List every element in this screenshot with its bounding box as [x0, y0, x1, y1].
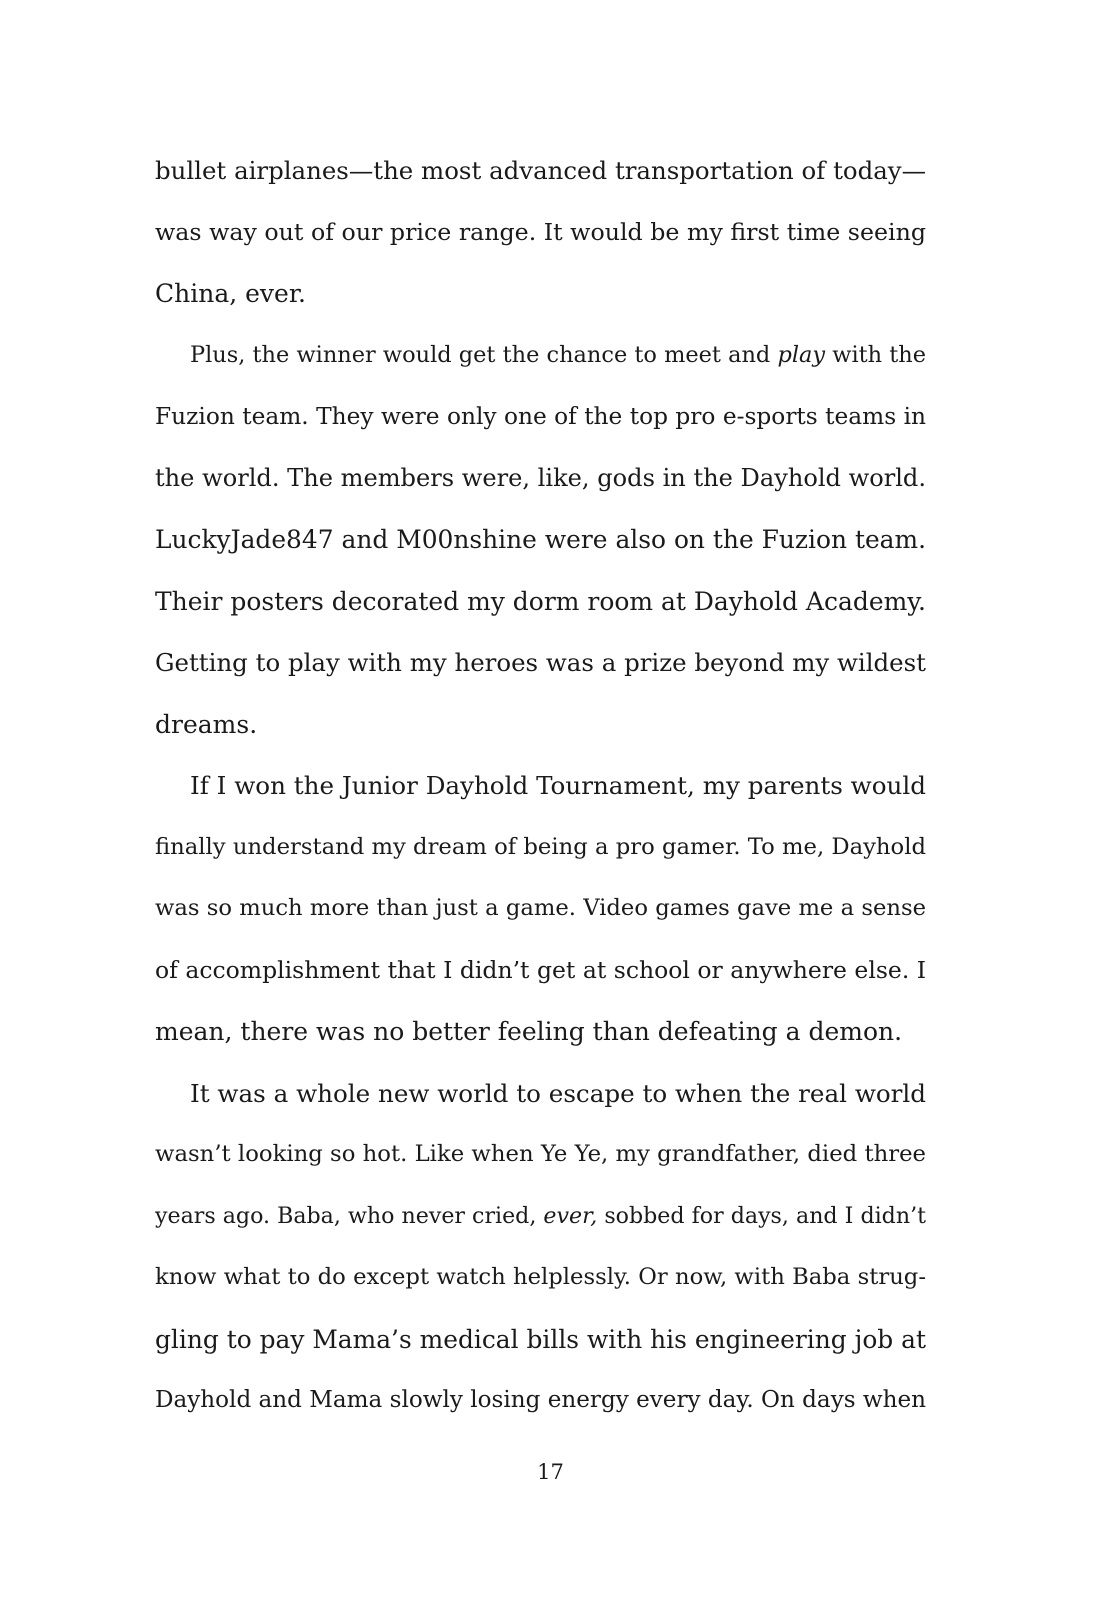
- emphasis: ever,: [543, 1202, 598, 1229]
- text-line: Plus, the winner would get the chance to meet and play with the: [190, 341, 926, 368]
- text-line: Dayhold and Mama slowly losing energy every day. On days when: [155, 1387, 927, 1413]
- text-line: was so much more than just a game. Video games gave me a sense: [155, 895, 926, 921]
- text-line: dreams.: [155, 709, 258, 739]
- text-line: of accomplishment that I didn’t get at school or anywhere else. I: [155, 955, 927, 984]
- body-text: [155, 140, 926, 1432]
- text-line: It was a whole new world to escape to when the real world: [190, 1078, 926, 1108]
- emphasis: play: [777, 341, 826, 368]
- text-line: If I won the Junior Dayhold Tournament, my parents would: [190, 771, 926, 800]
- text-line: bullet airplanes—the most advanced transportation of today—: [155, 156, 926, 185]
- text-line: Their posters decorated my dorm room at Dayhold Academy.: [155, 586, 926, 616]
- text-line: the world. The members were, like, gods in the Dayhold world.: [155, 463, 926, 492]
- text-line: mean, there was no better feeling than defeating a demon.: [155, 1017, 903, 1046]
- page-number: 17: [537, 1460, 564, 1484]
- text-line: know what to do except watch helplessly. Or now, with Baba strug-: [155, 1264, 926, 1290]
- text-line: gling to pay Mama’s medical bills with his engineering job at: [155, 1324, 926, 1354]
- text-line: years ago. Baba, who never cried, ever, sobbed for days, and I didn’t: [155, 1202, 926, 1229]
- text-line: Fuzion team. They were only one of the top pro e-sports teams in: [155, 403, 926, 430]
- text-line: China, ever.: [155, 279, 306, 308]
- text-line: was way out of our price range. It would be my first time seeing: [155, 217, 926, 246]
- text-line: wasn’t looking so hot. Like when Ye Ye, my grandfather, died three: [155, 1141, 926, 1167]
- text-line: Getting to play with my heroes was a prize beyond my wildest: [155, 648, 926, 677]
- text-line: finally understand my dream of being a pro gamer. To me, Dayhold: [155, 833, 926, 860]
- text-line: LuckyJade847 and M00nshine were also on the Fuzion team.: [155, 525, 926, 554]
